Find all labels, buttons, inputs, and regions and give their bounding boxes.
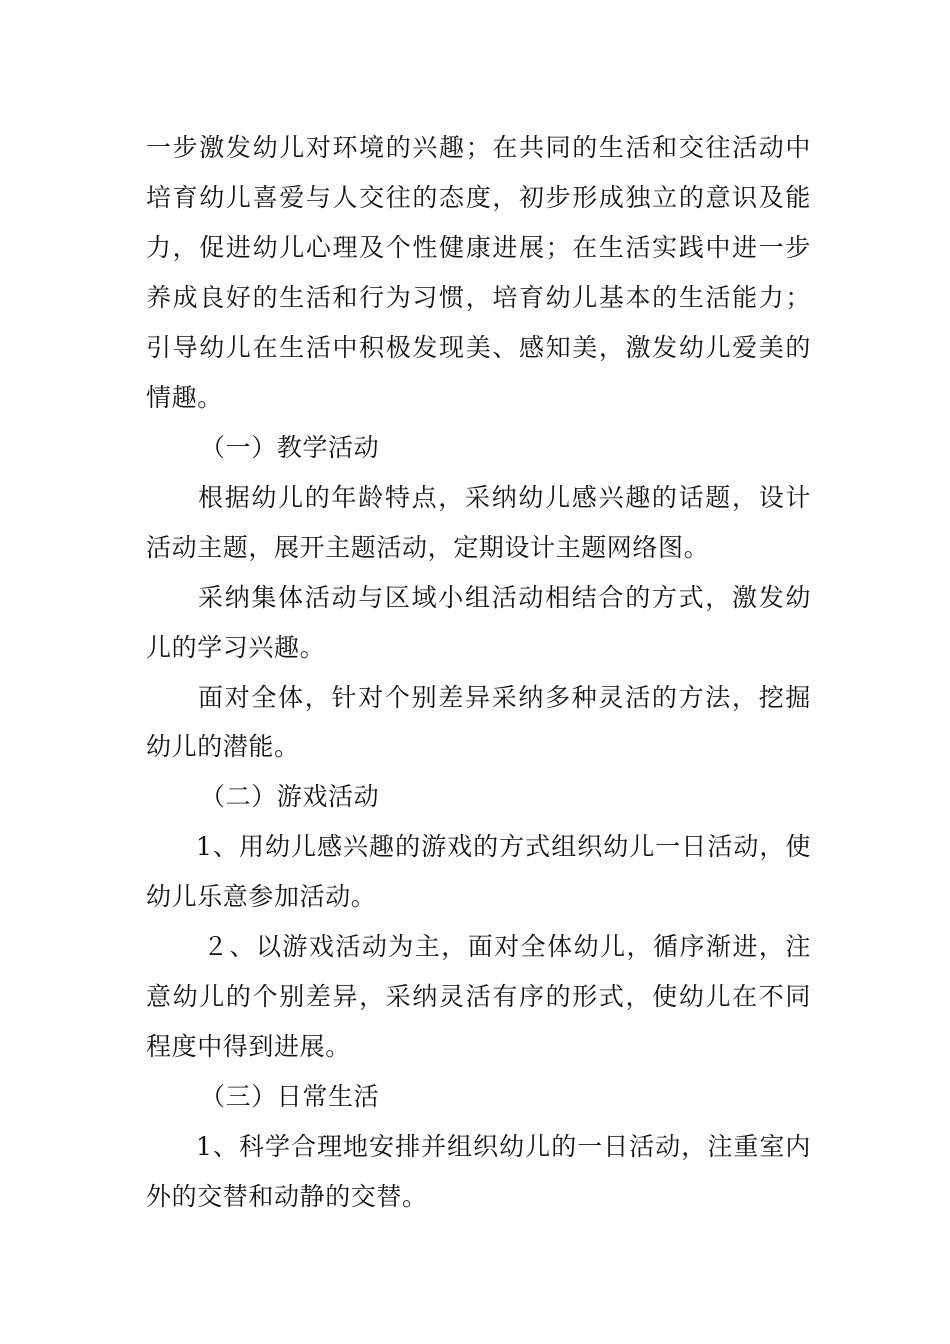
paragraph-line: 1、科学合理地安排并组织幼儿的一日活动，注重室内 <box>196 1132 811 1161</box>
paragraph-line: 养成良好的生活和行为习惯，培育幼儿基本的生活能力； <box>146 283 811 312</box>
paragraph-line: 引导幼儿在生活中积极发现美、感知美，激发幼儿爱美的 <box>146 333 811 362</box>
paragraph-line: 一步激发幼儿对环境的兴趣；在共同的生活和交往活动中 <box>146 133 811 162</box>
paragraph-line: 面对全体，针对个别差异采纳多种灵活的方法，挖掘 <box>198 683 811 712</box>
paragraph-line: 幼儿的潜能。 <box>146 732 300 761</box>
paragraph-line: 培育幼儿喜爱与人交往的态度，初步形成独立的意识及能 <box>146 183 811 212</box>
section-heading-games: （二）游戏活动 <box>200 782 380 811</box>
paragraph-line: 情趣。 <box>146 383 223 412</box>
section-heading-teaching: （一）教学活动 <box>200 433 380 462</box>
section-heading-daily-life: （三）日常生活 <box>200 1082 380 1111</box>
paragraph-line: 采纳集体活动与区域小组活动相结合的方式，激发幼 <box>198 583 811 612</box>
paragraph-line: 儿的学习兴趣。 <box>146 633 326 662</box>
paragraph-line: 根据幼儿的年龄特点，采纳幼儿感兴趣的话题，设计 <box>198 483 811 512</box>
paragraph-line: 活动主题，展开主题活动，定期设计主题网络图。 <box>146 533 710 562</box>
paragraph-line: 力，促进幼儿心理及个性健康进展；在生活实践中进一步 <box>146 233 811 262</box>
paragraph-line: 意幼儿的个别差异，采纳灵活有序的形式，使幼儿在不同 <box>146 982 811 1011</box>
paragraph-line: 1、用幼儿感兴趣的游戏的方式组织幼儿一日活动，使 <box>196 832 811 861</box>
paragraph-line: 外的交替和动静的交替。 <box>146 1182 428 1211</box>
paragraph-line: 幼儿乐意参加活动。 <box>146 882 377 911</box>
paragraph-line: 程度中得到进展。 <box>146 1032 351 1061</box>
paragraph-line: ２、以游戏活动为主，面对全体幼儿，循序渐进，注 <box>203 932 811 961</box>
